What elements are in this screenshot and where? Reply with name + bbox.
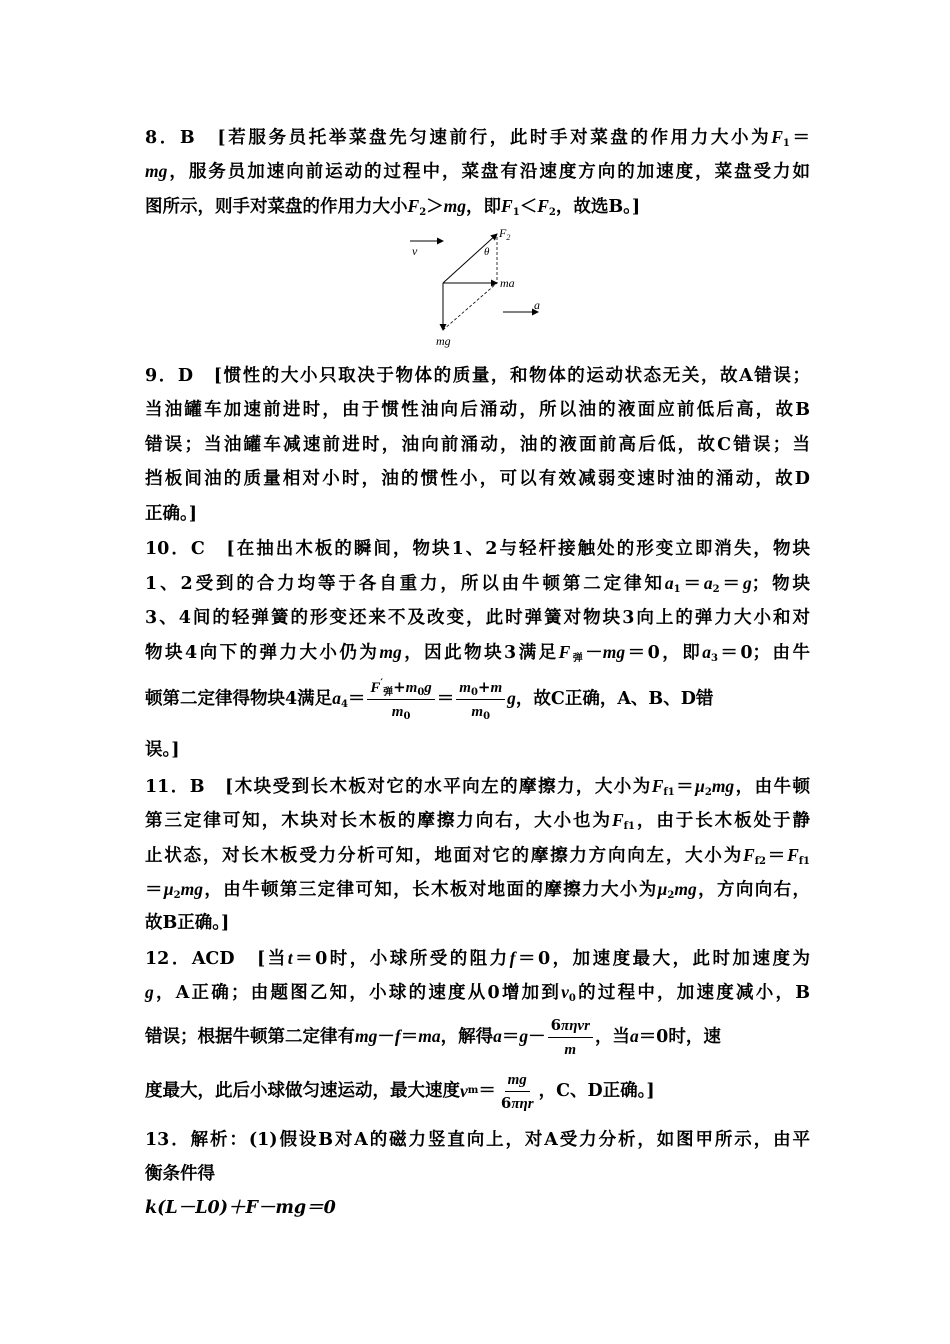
mg-label: mg: [436, 334, 451, 348]
q10-line-2: 1、2受到的合力均等于各自重力，所以由牛顿第二定律知$a_1=a_2=g$；物块: [145, 573, 811, 595]
q11-line-1: 11．B [木块受到长木板对它的水平向左的摩擦力，大小为$F_{f1}=\mu_2mg$，由牛顿: [145, 776, 811, 798]
ma-label: ma: [500, 276, 515, 290]
q9-line-1: 9．D [惯性的大小只取决于物体的质量，和物体的运动状态无关，故A错误；: [145, 366, 810, 386]
q12-line-3: 错误；根据牛顿第二定律有mg－f＝ma，解得a＝g－ $\frac{\text{6πηvr}}{m}$ ，当a＝0时，速: [145, 1015, 721, 1058]
q8-line-1: 8．B [若服务员托举菜盘先匀速前行，此时手对菜盘的作用力大小为$F_1=$: [145, 127, 810, 149]
q12-line-4: 度最大，此后小球做匀速运动，最大速度 v m ＝ $\frac{mg}{\text{6πηr}}$ ，C、D正确。]: [145, 1071, 655, 1112]
fraction-drag: $\frac{\text{6πηvr}}{m}$: [548, 1016, 593, 1059]
q12-line-1: 12．ACD [当t＝0时，小球所受的阻力f＝0，加速度最大，此时加速度为: [145, 948, 810, 969]
q12-line-2: g，A正确；由题图乙知，小球的速度从0增加到$v_0$的过程中，加速度减小，B: [145, 982, 810, 1004]
q9-line-4: 挡板间油的质量相对小时，油的惯性小，可以有效减弱变速时油的涌动，故D: [145, 469, 810, 489]
q13-line-1: 13．解析：(1)假设B对A的磁力竖直向上，对A受力分析，如图甲所示，由平: [145, 1130, 810, 1150]
q13-line-3: k(L－L0)＋F－mg＝0: [145, 1198, 336, 1218]
q8-line-3: 图所示，则手对菜盘的作用力大小$F_2>mg$，即$F_1<F_2$，故选B。]: [145, 196, 641, 218]
q11-line-3: 止状态，对长木板受力分析可知，地面对它的摩擦力方向向左，大小为$F_{f2}=F_{f1}$: [145, 845, 811, 867]
q10-line-1: 10．C [在抽出木板的瞬间，物块1、2与轻杆接触处的形变立即消失，物块: [145, 539, 810, 559]
q13-line-2: 衡条件得: [145, 1164, 215, 1184]
q11-line-4: $=\mu_2mg$，由牛顿第三定律可知，长木板对地面的摩擦力大小为$\mu_2mg$，方向向右，: [145, 879, 811, 901]
force-diagram: [400, 225, 560, 350]
q10-line-6: 误。]: [145, 740, 180, 760]
f2-arrow: [443, 234, 497, 283]
q11-line-5: 故B正确。]: [145, 913, 230, 933]
q8-line-2: mg，服务员加速向前运动的过程中，菜盘有沿速度方向的加速度，菜盘受力如: [145, 161, 810, 182]
acceleration-label: a: [534, 298, 540, 312]
q10-line-4: 物块4向下的弹力大小仍为mg，因此物块3满足$F_弹-mg=0$，即$a_3=0$；由牛: [145, 642, 810, 664]
velocity-label: v: [412, 244, 418, 258]
q9-line-2: 当油罐车加速前进时，由于惯性油向后涌动，所以油的液面应前低后高，故B: [145, 400, 810, 420]
dashed-diagonal: [443, 283, 497, 330]
q10-line-3: 3、4间的轻弹簧的形变还来不及改变，此时弹簧对物块3向上的弹力大小和对: [145, 608, 810, 628]
fraction-a4-1: $\frac{F'_弹+m_0g}{m_0}$: [367, 678, 434, 721]
theta-label: θ: [484, 246, 490, 258]
q9-line-5: 正确。]: [145, 504, 198, 524]
q10-line-5: 顿第二定律得物块4满足$a_4=$ $\frac{F'_弹+m_0g}{m_0}$ ＝ $\frac{m_0+m}{m_0}$ g，故C正确，A、B、D错: [145, 677, 714, 722]
fraction-a4-2: $\frac{m_0+m}{m_0}$: [456, 678, 505, 721]
f2-label: $F_2$: [499, 226, 511, 242]
fraction-vmax: $\frac{mg}{\text{6πηr}}$: [500, 1071, 534, 1112]
q11-line-2: 第三定律可知，木块对长木板的摩擦力向右，大小也为$F_{f1}$，由于长木板处于静: [145, 810, 811, 832]
q9-line-3: 错误；当油罐车减速前进时，油向前涌动，油的液面前高后低，故C错误；当: [145, 435, 810, 455]
